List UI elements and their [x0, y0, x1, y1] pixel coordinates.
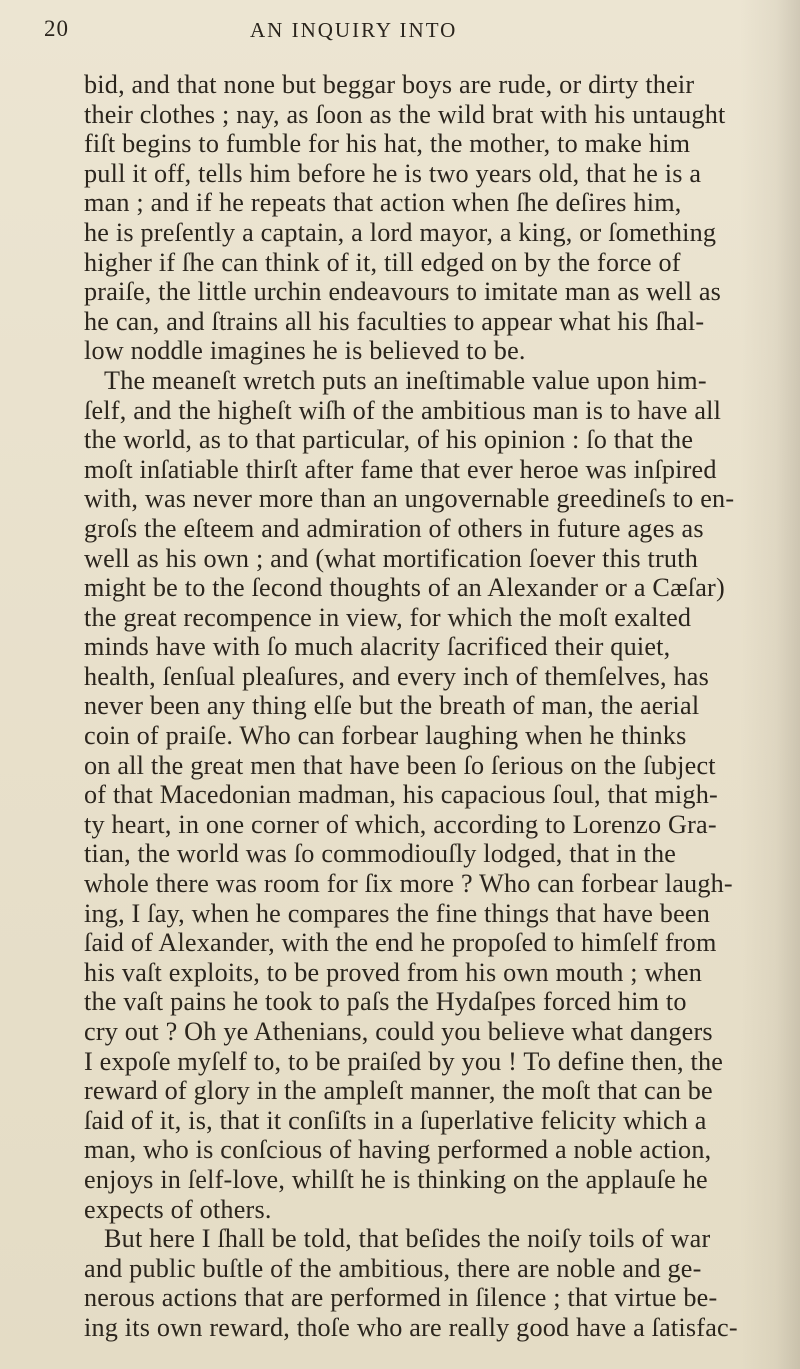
text-line: I expoſe myſelf to, to be praiſed by you ! To define then, the — [84, 1046, 724, 1076]
text-line: never been any thing elſe but the breath of man, the aerial — [84, 691, 700, 721]
text-line: the vaſt pains he took to paſs the Hydaſpes forced him to — [84, 987, 687, 1017]
text-line: pull it off, tells him before he is two years old, that he is a — [84, 158, 702, 188]
paragraph-start-line: The meaneſt wretch puts an ineſtimable value upon him- — [104, 365, 707, 395]
body-text — [82, 70, 772, 1343]
text-line: nerous actions that are performed in ſilence ; that virtue be- — [84, 1283, 718, 1313]
text-line: he can, and ſtrains all his faculties to appear what his ſhal- — [84, 306, 705, 336]
paragraph-start-line: But here I ſhall be told, that beſides the noiſy toils of war — [104, 1224, 711, 1254]
text-line: bid, and that none but beggar boys are rude, or dirty their — [84, 70, 695, 99]
page-header — [44, 14, 744, 44]
text-line: ing, I ſay, when he compares the fine things that have been — [84, 898, 711, 928]
text-line: he is preſently a captain, a lord mayor, a king, or ſomething — [84, 217, 717, 247]
text-line: ſaid of Alexander, with the end he propoſed to himſelf from — [84, 928, 717, 958]
text-line: reward of glory in the ampleſt manner, the moſt that can be — [84, 1076, 713, 1106]
text-line: cry out ? Oh ye Athenians, could you believe what dangers — [84, 1017, 713, 1046]
text-line: ing its own reward, thoſe who are really good have a ſatisfac- — [84, 1312, 738, 1342]
text-line: enjoys in ſelf-love, whilſt he is thinking on the applauſe he — [84, 1164, 708, 1194]
text-line: ſelf, and the higheſt wiſh of the ambitious man is to have all — [84, 395, 722, 425]
text-line: ty heart, in one corner of which, according to Lorenzo Gra- — [84, 809, 717, 839]
text-line: with, was never more than an ungovernable greedineſs to en- — [84, 484, 735, 514]
text-line: and public buſtle of the ambitious, there are noble and ge- — [84, 1253, 702, 1283]
text-line: groſs the eſteem and admiration of others in future ages as — [84, 513, 704, 543]
text-line: higher if ſhe can think of it, till edged on by the force of — [84, 247, 681, 277]
text-line: low noddle imagines he is believed to be. — [84, 336, 526, 366]
text-line: expects of others. — [84, 1194, 272, 1224]
text-line: minds have with ſo much alacrity ſacrificed their quiet, — [84, 632, 671, 662]
page-number: 20 — [44, 16, 69, 41]
text-line: man ; and if he repeats that action when ſhe deſires him, — [84, 188, 682, 218]
text-line: health, ſenſual pleaſures, and every inch of themſelves, has — [84, 661, 710, 691]
text-line: tian, the world was ſo commodiouſly lodged, that in the — [84, 839, 677, 869]
text-line: his vaſt exploits, to be proved from his own mouth ; when — [84, 957, 703, 987]
text-line: the great recompence in view, for which the moſt exalted — [84, 602, 692, 632]
text-line: fiſt begins to fumble for his hat, the mother, to make him — [84, 129, 691, 159]
text-line: on all the great men that have been ſo ſerious on the ſubject — [84, 750, 716, 780]
text-line: praiſe, the little urchin endeavours to imitate man as well as — [84, 277, 722, 307]
text-line: of that Macedonian madman, his capacious ſoul, that migh- — [84, 780, 718, 810]
text-line: whole there was room for ſix more ? Who can forbear laugh- — [84, 869, 733, 899]
text-line: might be to the ſecond thoughts of an Alexander or a Cæſar) — [84, 573, 725, 603]
text-line: man, who is conſcious of having performed a noble action, — [84, 1135, 712, 1165]
text-line: ſaid of it, is, that it conſiſts in a ſuperlative felicity which a — [84, 1105, 707, 1135]
text-line: their clothes ; nay, as ſoon as the wild brat with his untaught — [84, 99, 726, 129]
running-head: AN INQUIRY INTO — [250, 18, 458, 42]
text-line: the world, as to that particular, of his opinion : ſo that the — [84, 425, 694, 455]
text-line: well as his own ; and (what mortification ſoever this truth — [84, 543, 698, 573]
text-line: moſt inſatiable thirſt after fame that ever heroe was inſpired — [84, 454, 717, 484]
text-line: coin of praiſe. Who can forbear laughing when he thinks — [84, 721, 687, 751]
